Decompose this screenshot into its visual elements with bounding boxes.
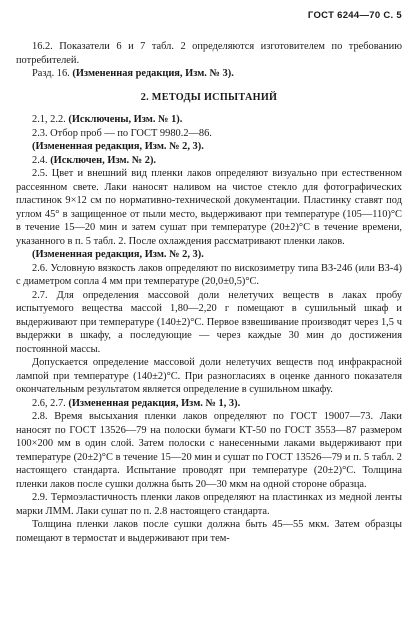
edition-note: (Исключены, Изм. № 1). bbox=[68, 114, 183, 125]
clause-ref: 2.6, 2.7. bbox=[32, 397, 69, 409]
clause-ref: 2.4. bbox=[32, 154, 51, 166]
edition-note: (Исключен, Изм. № 2). bbox=[50, 154, 157, 166]
paragraph bbox=[16, 140, 402, 154]
paragraph: 2.5. Цвет и внешний вид пленки лаков определяют визуально при естественном рассеянном свете. Лаки наносят наливом на чистое стекло для фотографических пластинок 9×12 см по нормативно-технической документации. Пластинку ставят под углом 45° в защищенное от пыли место, выдерживают при температуре (105—110)°С в течение 15—20 мин и затем сушат при температуре (20±2)°С в течение времени, указанного в п. 5 табл. 2. После охлаждения рассматривают пленки лаков. bbox=[16, 168, 402, 247]
edition-note: (Измененная редакция, Изм. № 3). bbox=[72, 68, 234, 79]
document-body bbox=[16, 40, 402, 545]
paragraph bbox=[16, 113, 402, 127]
paragraph: 2.6. Условную вязкость лаков определяют по вискозиметру типа ВЗ-246 (или ВЗ-4) с диаметром сопла 4 мм при температуре (20,0±0,5)°С. bbox=[16, 262, 402, 287]
paragraph bbox=[16, 154, 402, 168]
paragraph: 2.7. Для определения массовой доли нелетучих веществ в лаках пробу испытуемого вещества массой 1,80—2,20 г помещают в сушильный шкаф и выдерживают при температуре (140±2)°С. Первое взвешивание производят через 1,5 ч выдержки в шкафу, а последующие — через каждые 30 мин до достижения постоянной массы. bbox=[16, 289, 402, 355]
edition-note: (Измененная редакция, Изм. № 1, 3). bbox=[68, 397, 241, 409]
paragraph bbox=[16, 248, 402, 262]
paragraph: 2.3. Отбор проб — по ГОСТ 9980.2—86. bbox=[32, 127, 212, 139]
paragraph: 2.9. Термоэластичность пленки лаков определяют на пластинках из медной ленты марки ЛММ. Лаки сушат по п. 2.8 настоящего стандарта. bbox=[16, 492, 402, 517]
paragraph: 16.2. Показатели 6 и 7 табл. 2 определяются изготовителем по требованию потребителей. bbox=[16, 41, 402, 66]
paragraph: Допускается определение массовой доли нелетучих веществ под инфракрасной лампой при температуре (140±2)°С. При разногласиях в оценке данного показателя окончательным результатом является определение в сушильном шкафу. bbox=[16, 357, 402, 395]
paragraph bbox=[16, 67, 402, 81]
paragraph: 2.8. Время высыхания пленки лаков определяют по ГОСТ 19007—73. Лаки наносят по ГОСТ 13526—79 на полоски бумаги КТ-50 по ГОСТ 3553—87 размером 100×200 мм в один слой. Затем полоски с нанесенными лаками выдерживают при температуре (20±2)°С в течение 15—20 мин и сушат по ГОСТ 13526—79 и п. 5 табл. 2 настоящего стандарта. Испытание проводят при температуре (20±2)°С. Толщина пленки лаков после сушки должна быть 20—30 мкм на одной стороне образца. bbox=[16, 411, 402, 490]
edition-note: (Измененная редакция, Изм. № 2, 3). bbox=[32, 249, 204, 260]
clause-ref: Разд. 16. bbox=[32, 68, 73, 79]
clause-ref: 2.1, 2.2. bbox=[32, 114, 69, 125]
paragraph bbox=[16, 397, 402, 411]
page-header: ГОСТ 6244—70 С. 5 bbox=[307, 10, 402, 21]
section-heading: 2. МЕТОДЫ ИСПЫТАНИЙ bbox=[140, 91, 278, 103]
paragraph: Толщина пленки лаков после сушки должна быть 45—55 мкм. Затем образцы помещают в термостат и выдерживают при тем- bbox=[16, 519, 402, 544]
edition-note: (Измененная редакция, Изм. № 2, 3). bbox=[32, 141, 204, 152]
